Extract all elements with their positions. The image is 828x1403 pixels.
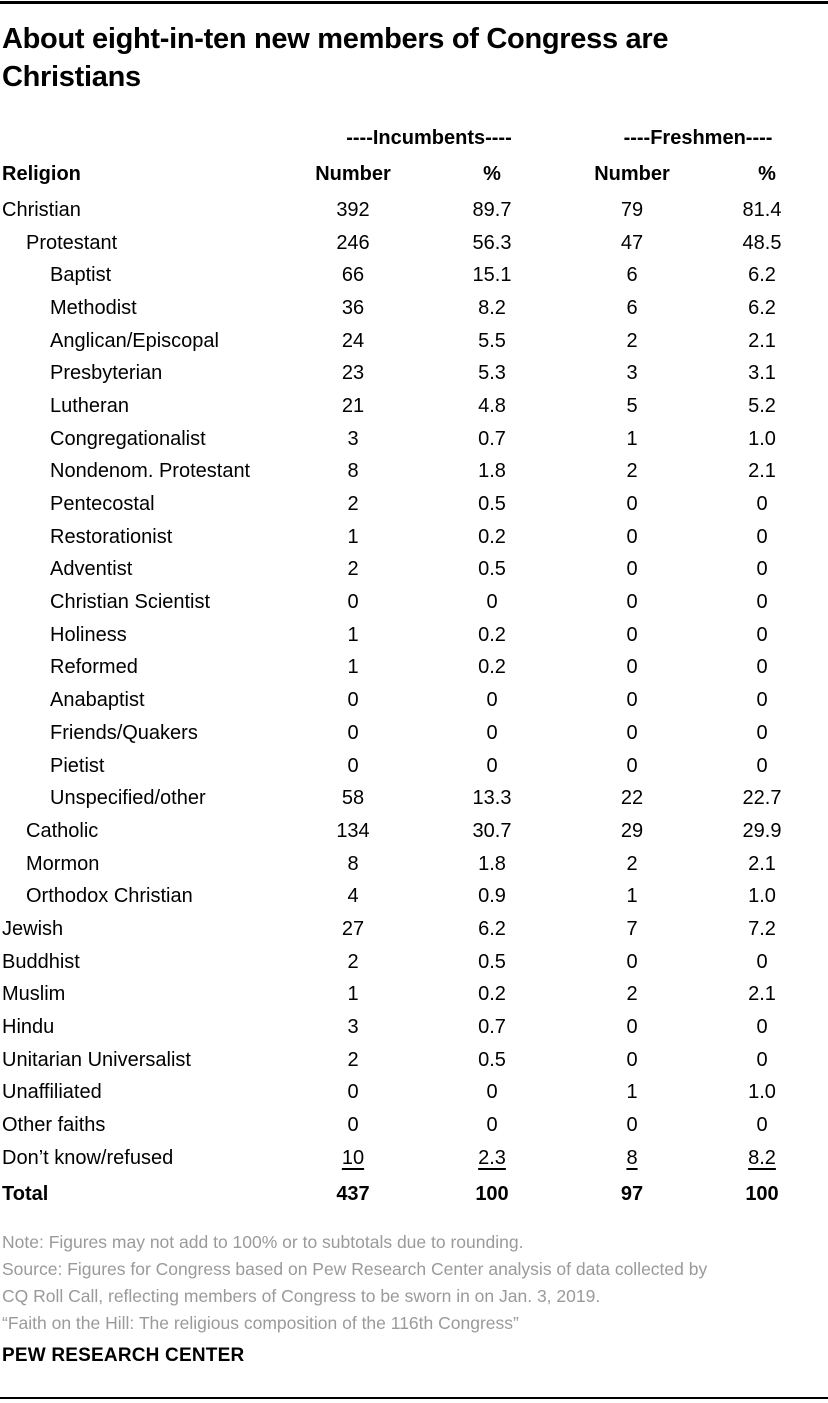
religion-label: Jewish xyxy=(2,917,64,940)
value-cell: 8 xyxy=(347,852,359,875)
religion-label: Buddhist xyxy=(2,950,80,973)
value-cell: 22.7 xyxy=(742,787,782,810)
value-cell: 0.5 xyxy=(478,950,506,973)
value-cell: 1.0 xyxy=(748,885,776,908)
value-cell: 0.2 xyxy=(478,525,506,548)
value-cell: 0 xyxy=(347,689,359,712)
value-cell: 89.7 xyxy=(472,198,512,221)
value-cell: 4.8 xyxy=(478,394,506,417)
value-cell: 0 xyxy=(626,1048,638,1071)
value-cell: 8 xyxy=(626,1146,638,1169)
religion-label: Baptist xyxy=(50,264,112,287)
value-cell: 7.2 xyxy=(748,917,776,940)
value-cell: 0 xyxy=(756,558,768,581)
value-cell: 0 xyxy=(626,558,638,581)
value-cell: 2.3 xyxy=(478,1146,506,1169)
table-row xyxy=(0,848,828,881)
table-row xyxy=(0,1077,828,1110)
value-cell: 15.1 xyxy=(472,264,512,287)
table-row xyxy=(0,259,828,292)
table-row xyxy=(0,750,828,783)
value-cell: 1 xyxy=(347,525,359,548)
value-cell: 392 xyxy=(336,198,370,221)
value-cell: 6 xyxy=(626,296,638,319)
value-cell: 0 xyxy=(626,689,638,712)
value-cell: 0 xyxy=(756,689,768,712)
value-cell: 0 xyxy=(756,1114,768,1137)
value-cell: 0 xyxy=(626,525,638,548)
value-cell: 0 xyxy=(486,721,498,744)
page-title: About eight-in-ten new members of Congress are Christians xyxy=(2,23,669,93)
religion-label: Methodist xyxy=(50,296,137,319)
table-row xyxy=(0,521,828,554)
value-cell: 8.2 xyxy=(748,1146,776,1169)
value-cell: 0 xyxy=(486,1114,498,1137)
table-row xyxy=(0,357,828,390)
total-label: Total xyxy=(2,1183,49,1206)
value-cell: 0 xyxy=(486,1081,498,1104)
value-cell: 0 xyxy=(626,493,638,516)
value-cell: 5.2 xyxy=(748,394,776,417)
value-cell: 0.5 xyxy=(478,1048,506,1071)
value-cell: 2 xyxy=(347,950,359,973)
religion-label: Unitarian Universalist xyxy=(2,1048,191,1071)
religion-label: Catholic xyxy=(26,819,99,842)
value-cell: 0 xyxy=(347,591,359,614)
value-cell: 48.5 xyxy=(742,231,782,254)
value-cell: 0 xyxy=(626,950,638,973)
religion-label: Other faiths xyxy=(2,1114,106,1137)
value-cell: 2 xyxy=(347,558,359,581)
value-cell: 2.1 xyxy=(748,852,776,875)
value-cell: 3 xyxy=(347,427,359,450)
table-row xyxy=(0,586,828,619)
value-cell: 1 xyxy=(626,885,638,908)
value-cell: 13.3 xyxy=(472,787,512,810)
value-cell: 0 xyxy=(756,721,768,744)
total-row xyxy=(0,1175,828,1215)
value-cell: 2.1 xyxy=(748,983,776,1006)
value-cell: 6.2 xyxy=(748,296,776,319)
value-cell: 0 xyxy=(347,721,359,744)
value-cell: 29 xyxy=(620,819,644,842)
value-cell: 27 xyxy=(341,917,365,940)
table-row xyxy=(0,684,828,717)
value-cell: 5.3 xyxy=(478,362,506,385)
religion-label: Muslim xyxy=(2,983,66,1006)
value-cell: 0 xyxy=(626,591,638,614)
value-cell: 0 xyxy=(756,1016,768,1039)
religion-label: Don’t know/refused xyxy=(2,1146,174,1169)
total-freshmen-percent: 100 xyxy=(745,1183,779,1206)
top-rule xyxy=(0,1,828,4)
religion-table xyxy=(0,122,828,1215)
value-cell: 134 xyxy=(336,819,370,842)
value-cell: 0 xyxy=(756,591,768,614)
value-cell: 8 xyxy=(347,460,359,483)
value-cell: 0 xyxy=(626,754,638,777)
value-cell: 0 xyxy=(756,525,768,548)
value-cell: 79 xyxy=(620,198,644,221)
religion-label: Pietist xyxy=(50,754,105,777)
value-cell: 0.2 xyxy=(478,656,506,679)
religion-label: Friends/Quakers xyxy=(50,721,198,744)
value-cell: 1 xyxy=(626,1081,638,1104)
value-cell: 6.2 xyxy=(478,917,506,940)
source-text-line1: Source: Figures for Congress based on Pew Research Center analysis of data collected by xyxy=(2,1259,708,1279)
table-row xyxy=(0,880,828,913)
value-cell: 0 xyxy=(347,1114,359,1137)
footnotes xyxy=(2,1229,826,1337)
value-cell: 0 xyxy=(756,754,768,777)
value-cell: 0.5 xyxy=(478,558,506,581)
value-cell: 246 xyxy=(336,231,370,254)
value-cell: 1 xyxy=(347,623,359,646)
value-cell: 6.2 xyxy=(748,264,776,287)
source-text-line2: CQ Roll Call, reflecting members of Congress to be sworn in on Jan. 3, 2019. xyxy=(2,1286,601,1306)
value-cell: 0 xyxy=(626,1114,638,1137)
value-cell: 0.7 xyxy=(478,1016,506,1039)
value-cell: 0 xyxy=(626,721,638,744)
table-row xyxy=(0,979,828,1012)
value-cell: 58 xyxy=(341,787,365,810)
religion-label: Christian Scientist xyxy=(50,591,211,614)
table-row xyxy=(0,652,828,685)
value-cell: 1 xyxy=(626,427,638,450)
table-row xyxy=(0,1044,828,1077)
value-cell: 0 xyxy=(486,754,498,777)
report-title-quote: “Faith on the Hill: The religious composition of the 116th Congress” xyxy=(2,1313,519,1333)
value-cell: 0 xyxy=(756,656,768,679)
religion-label: Anglican/Episcopal xyxy=(50,329,219,352)
note-text: Note: Figures may not add to 100% or to subtotals due to rounding. xyxy=(2,1232,524,1252)
religion-label: Lutheran xyxy=(50,394,129,417)
table-row xyxy=(0,227,828,260)
value-cell: 21 xyxy=(341,394,365,417)
value-cell: 0 xyxy=(756,1048,768,1071)
table-row xyxy=(0,717,828,750)
value-cell: 0 xyxy=(756,950,768,973)
religion-label: Protestant xyxy=(26,231,118,254)
table-header xyxy=(0,122,828,194)
value-cell: 6 xyxy=(626,264,638,287)
value-cell: 0 xyxy=(756,493,768,516)
value-cell: 1.0 xyxy=(748,1081,776,1104)
table-row xyxy=(0,1142,828,1175)
table-row xyxy=(0,913,828,946)
value-cell: 7 xyxy=(626,917,638,940)
value-cell: 0.9 xyxy=(478,885,506,908)
religion-label: Unspecified/other xyxy=(50,787,206,810)
value-cell: 2.1 xyxy=(748,460,776,483)
table-row xyxy=(0,1011,828,1044)
religion-label: Congregationalist xyxy=(50,427,206,450)
value-cell: 5 xyxy=(626,394,638,417)
value-cell: 1.8 xyxy=(478,460,506,483)
value-cell: 0.2 xyxy=(478,623,506,646)
value-cell: 22 xyxy=(620,787,644,810)
table-footer xyxy=(0,1175,828,1215)
value-cell: 3 xyxy=(626,362,638,385)
value-cell: 5.5 xyxy=(478,329,506,352)
value-cell: 0 xyxy=(626,623,638,646)
group-header-spacer xyxy=(0,122,290,154)
religion-table-body xyxy=(0,194,828,1175)
value-cell: 2 xyxy=(347,493,359,516)
total-incumbents-number: 437 xyxy=(336,1183,370,1206)
religion-label: Hindu xyxy=(2,1016,55,1039)
religion-label: Orthodox Christian xyxy=(26,885,193,908)
value-cell: 0 xyxy=(486,591,498,614)
value-cell: 2 xyxy=(626,983,638,1006)
column-header-number-freshmen: Number xyxy=(594,162,670,185)
religion-label: Unaffiliated xyxy=(2,1081,102,1104)
table-row xyxy=(0,619,828,652)
value-cell: 30.7 xyxy=(472,819,512,842)
brand: PEW RESEARCH CENTER xyxy=(2,1345,245,1366)
religion-label: Christian xyxy=(2,198,81,221)
value-cell: 2 xyxy=(626,329,638,352)
column-header-percent-incumbents: % xyxy=(483,162,501,185)
table-row xyxy=(0,815,828,848)
religion-label: Reformed xyxy=(50,656,138,679)
religion-label: Pentecostal xyxy=(50,493,155,516)
value-cell: 29.9 xyxy=(742,819,782,842)
value-cell: 56.3 xyxy=(472,231,512,254)
value-cell: 2.1 xyxy=(748,329,776,352)
value-cell: 0 xyxy=(486,689,498,712)
value-cell: 0.5 xyxy=(478,493,506,516)
value-cell: 3.1 xyxy=(748,362,776,385)
religion-label: Holiness xyxy=(50,623,127,646)
group-header-freshmen: ----Freshmen---- xyxy=(623,126,773,149)
religion-label: Anabaptist xyxy=(50,689,145,712)
total-incumbents-percent: 100 xyxy=(475,1183,509,1206)
group-header-incumbents: ----Incumbents---- xyxy=(346,126,512,149)
column-header-percent-freshmen: % xyxy=(758,162,776,185)
table-row xyxy=(0,782,828,815)
value-cell: 0 xyxy=(347,754,359,777)
table-row xyxy=(0,325,828,358)
value-cell: 23 xyxy=(341,362,365,385)
religion-label: Adventist xyxy=(50,558,133,581)
group-header-row xyxy=(0,122,828,154)
table-row xyxy=(0,946,828,979)
value-cell: 66 xyxy=(341,264,365,287)
table-row xyxy=(0,488,828,521)
table-row xyxy=(0,456,828,489)
religion-label: Mormon xyxy=(26,852,100,875)
value-cell: 0 xyxy=(626,656,638,679)
value-cell: 47 xyxy=(620,231,644,254)
bottom-rule xyxy=(0,1397,828,1399)
value-cell: 8.2 xyxy=(478,296,506,319)
table-row xyxy=(0,554,828,587)
value-cell: 1 xyxy=(347,656,359,679)
value-cell: 0.7 xyxy=(478,427,506,450)
value-cell: 0 xyxy=(756,623,768,646)
table-row xyxy=(0,1109,828,1142)
value-cell: 3 xyxy=(347,1016,359,1039)
column-header-religion: Religion xyxy=(2,162,81,185)
value-cell: 2 xyxy=(347,1048,359,1071)
religion-label: Restorationist xyxy=(50,525,173,548)
table-row xyxy=(0,423,828,456)
value-cell: 0 xyxy=(347,1081,359,1104)
value-cell: 0.2 xyxy=(478,983,506,1006)
value-cell: 24 xyxy=(341,329,365,352)
religion-label: Presbyterian xyxy=(50,362,163,385)
value-cell: 10 xyxy=(341,1146,365,1169)
value-cell: 1.8 xyxy=(478,852,506,875)
value-cell: 2 xyxy=(626,460,638,483)
table-row xyxy=(0,390,828,423)
table-row xyxy=(0,292,828,325)
value-cell: 2 xyxy=(626,852,638,875)
total-freshmen-number: 97 xyxy=(620,1183,644,1206)
column-header-number-incumbents: Number xyxy=(315,162,391,185)
value-cell: 4 xyxy=(347,885,359,908)
table-row xyxy=(0,194,828,227)
value-cell: 36 xyxy=(341,296,365,319)
value-cell: 1.0 xyxy=(748,427,776,450)
value-cell: 81.4 xyxy=(742,198,782,221)
value-cell: 0 xyxy=(626,1016,638,1039)
column-header-row xyxy=(0,154,828,194)
religion-label: Nondenom. Protestant xyxy=(50,460,251,483)
value-cell: 1 xyxy=(347,983,359,1006)
